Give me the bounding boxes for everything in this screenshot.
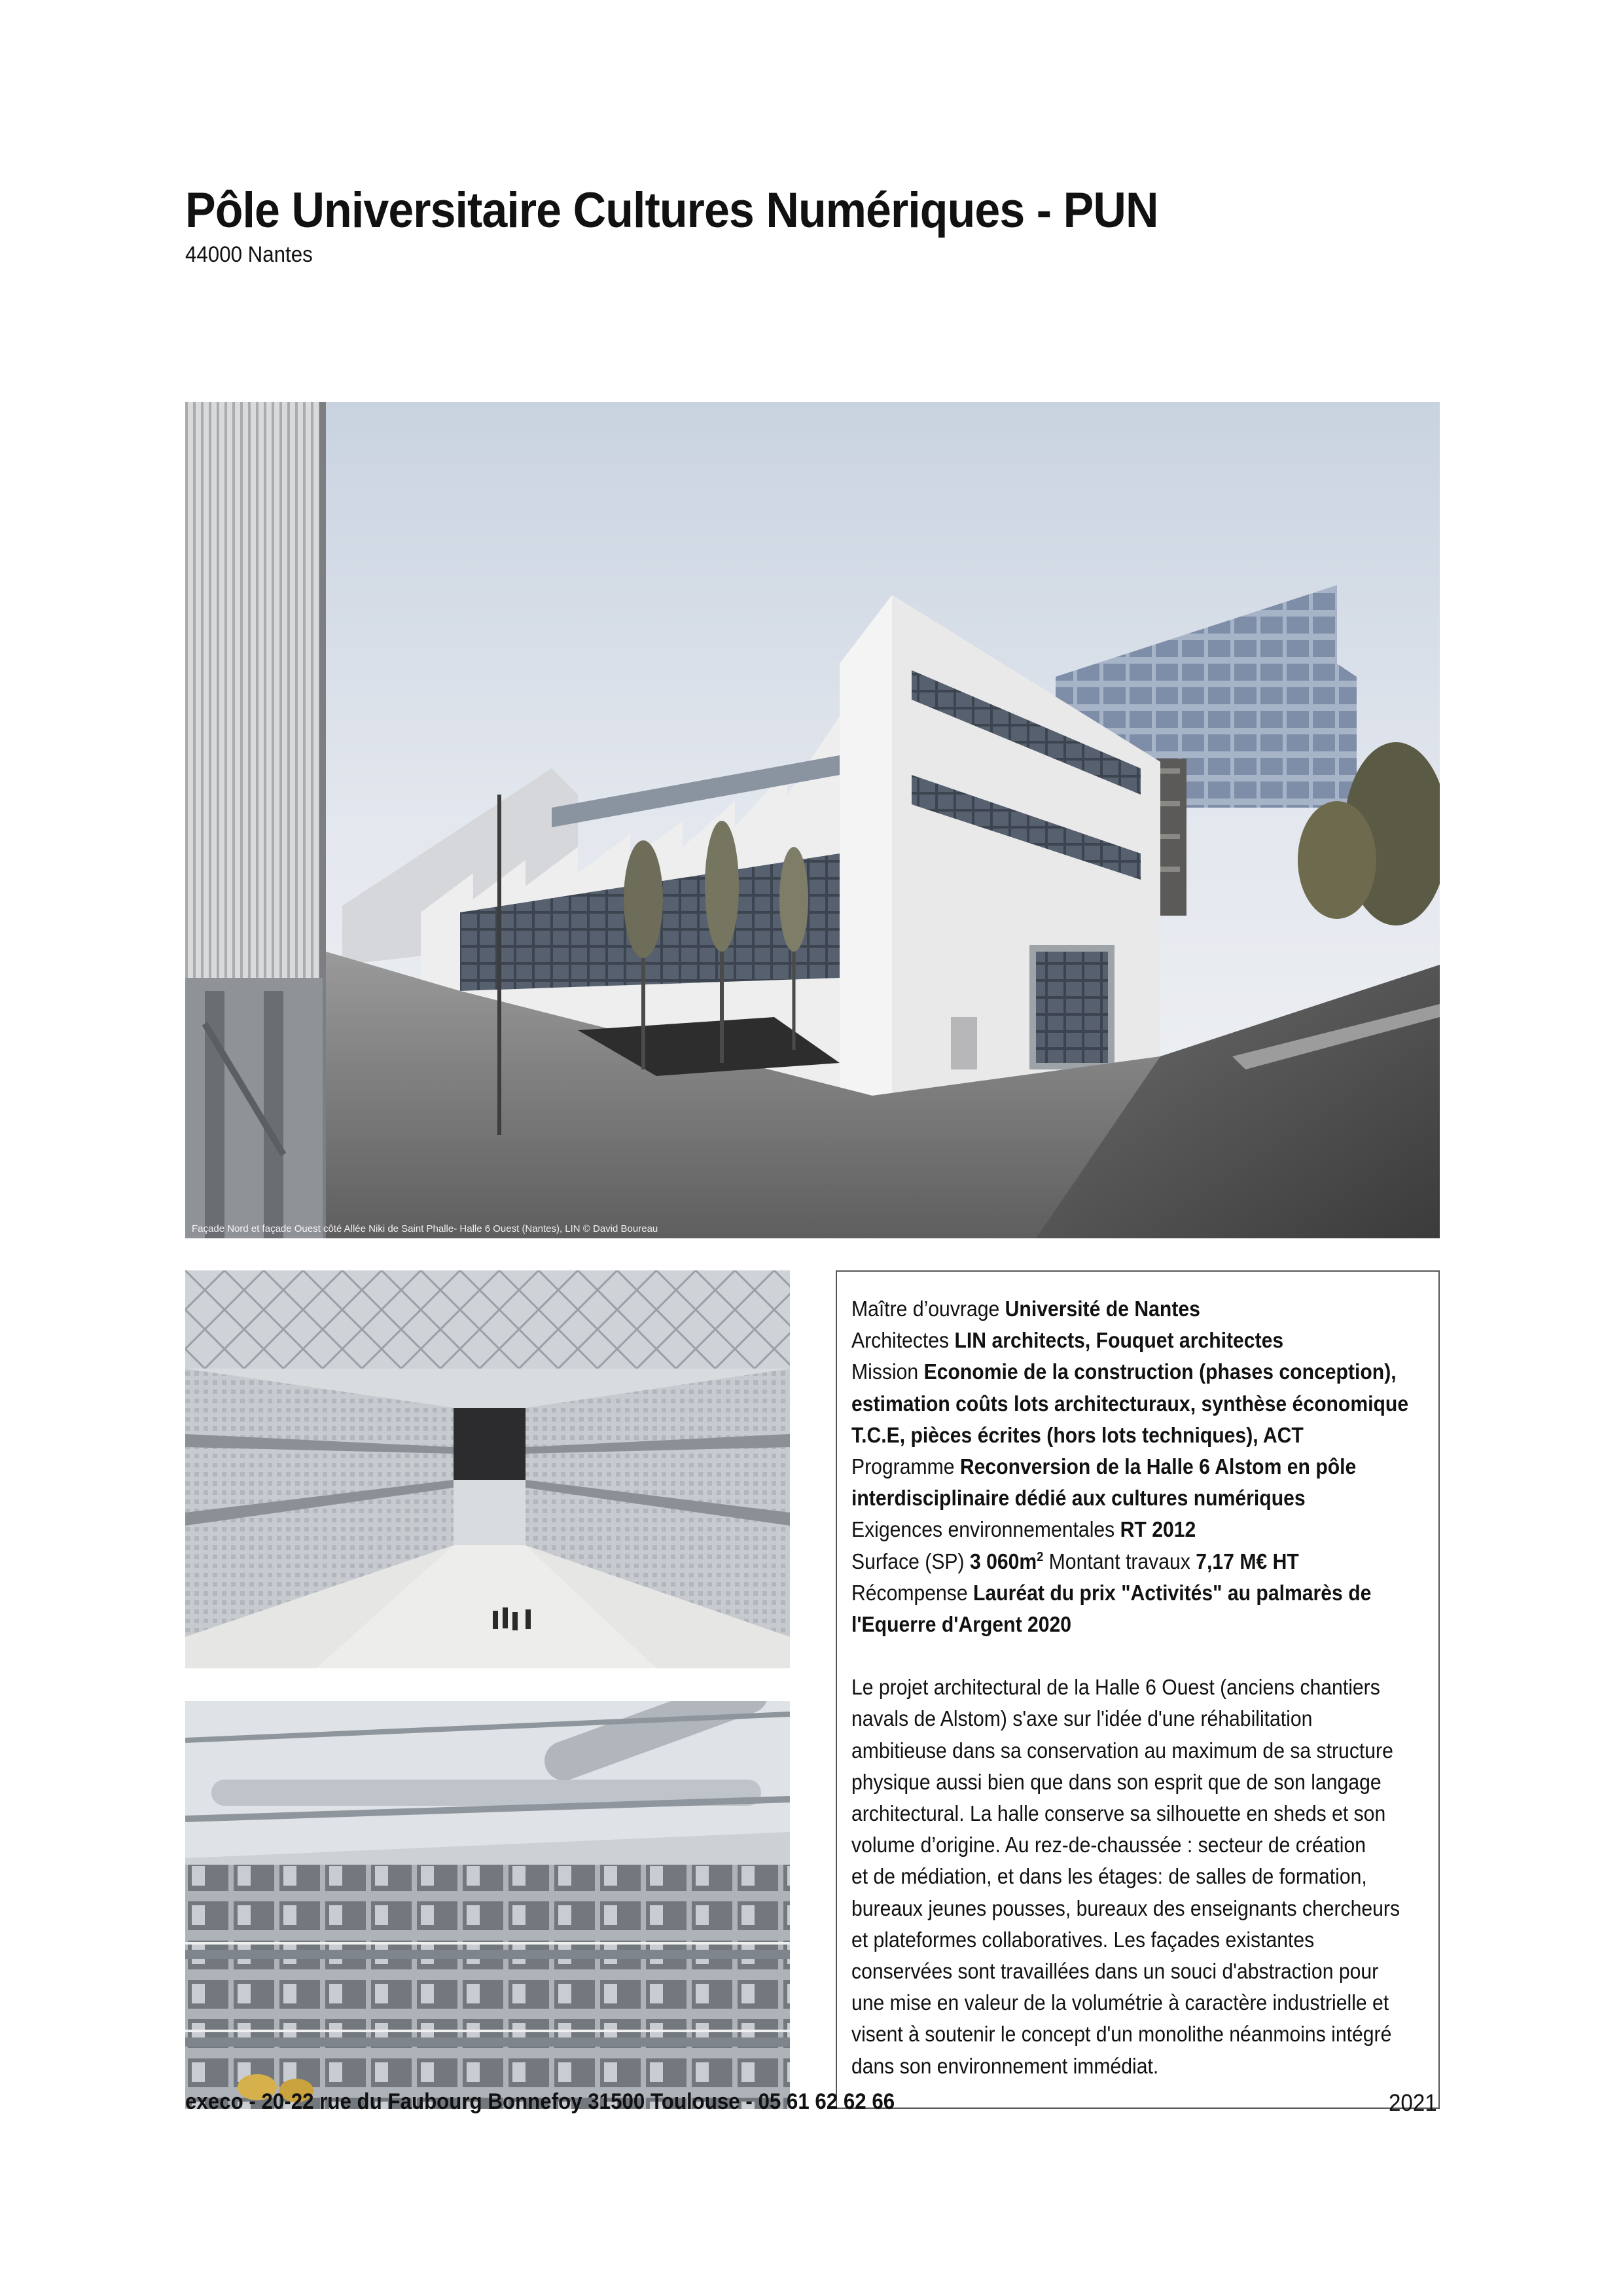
description-line: dans son environnement immédiat. [851, 2054, 1159, 2079]
budget-value: 7,17 M€ HT [1196, 1549, 1299, 1574]
award-label: Récompense [851, 1581, 968, 1605]
description-line: volume d’origine. Au rez-de-chaussée : secteur de création [851, 1833, 1366, 1858]
description-line: physique aussi bien que dans son esprit que de son langage [851, 1770, 1382, 1795]
environment-label: Exigences environnementales [851, 1518, 1115, 1543]
footer-year: 2021 [1389, 2089, 1437, 2116]
interior-offices-photo [185, 1701, 790, 2109]
owner-row [851, 1294, 1417, 1325]
description-line: navals de Alstom) s'axe sur l'idée d'une réhabilitation [851, 1707, 1313, 1732]
surface-unit-exponent: 2 [1037, 1549, 1044, 1564]
surface-value [970, 1550, 1043, 1574]
program-value-line-2: interdisciplinaire dédié aux cultures numériques [851, 1486, 1306, 1511]
surface-budget-row [851, 1547, 1417, 1578]
program-value-line-1: Reconversion de la Halle 6 Alstom en pôle [959, 1455, 1357, 1480]
budget-label: Montant travaux [1048, 1549, 1190, 1574]
company-address: - 20-22 rue du Faubourg Bonnefoy 31500 Toulouse - 05 61 62 62 66 [243, 2089, 895, 2114]
exterior-building-illustration [185, 402, 1440, 1238]
description-line: ambitieuse dans sa conservation au maximum de sa structure [851, 1738, 1393, 1763]
program-row [851, 1452, 1417, 1483]
project-location: 44000 Nantes [185, 242, 313, 267]
mission-value-line-2: estimation coûts lots architecturaux, synthèse économique [851, 1391, 1409, 1416]
description-line: une mise en valeur de la volumétrie à caractère industrielle et [851, 1991, 1389, 2016]
environment-value: RT 2012 [1120, 1518, 1196, 1543]
project-description [851, 1672, 1417, 2083]
surface-label: Surface (SP) [851, 1549, 965, 1574]
mission-row-cont-1 [851, 1389, 1417, 1420]
owner-label: Maître d’ouvrage [851, 1297, 1000, 1321]
description-line: bureaux jeunes pousses, bureaux des enseignants chercheurs [851, 1896, 1400, 1921]
environment-row [851, 1515, 1417, 1546]
mission-row [851, 1357, 1417, 1388]
mission-row-cont-2 [851, 1420, 1417, 1452]
surface-number: 3 060m [969, 1549, 1037, 1574]
award-row [851, 1578, 1417, 1609]
description-line: visent à soutenir le concept d'un monolithe néanmoins intégré [851, 2022, 1392, 2047]
main-exterior-photo [185, 402, 1440, 1238]
owner-value: Université de Nantes [1005, 1297, 1200, 1321]
description-line: et plateformes collaboratives. Les façades existantes [851, 1928, 1315, 1952]
award-value-line-2: l'Equerre d'Argent 2020 [851, 1613, 1072, 1638]
main-photo-caption: Façade Nord et façade Ouest côté Allée Niki de Saint Phalle- Halle 6 Ouest (Nantes), LIN © David Boureau [192, 1223, 658, 1234]
description-line: conservées sont travaillées dans un souci d'abstraction pour [851, 1960, 1379, 1984]
description-line: et de médiation, et dans les étages: de salles de formation, [851, 1865, 1367, 1890]
architects-value: LIN architects, Fouquet architectes [954, 1329, 1284, 1354]
architects-row [851, 1325, 1417, 1357]
architects-label: Architectes [851, 1329, 950, 1354]
program-row-cont [851, 1483, 1417, 1515]
interior-hall-illustration [185, 1270, 790, 1668]
mission-label: Mission [851, 1360, 919, 1385]
award-value-line-1: Lauréat du prix "Activités" au palmarès de [973, 1581, 1372, 1605]
footer-contact [185, 2089, 895, 2115]
award-row-cont [851, 1609, 1417, 1641]
project-info-box [836, 1270, 1440, 2109]
interior-hall-photo [185, 1270, 790, 1668]
interior-offices-illustration [185, 1701, 790, 2109]
mission-value-line-3: T.C.E, pièces écrites (hors lots techniques), ACT [851, 1423, 1304, 1448]
company-name: execo [185, 2089, 243, 2114]
mission-value-line-1: Economie de la construction (phases conception), [923, 1360, 1397, 1385]
project-details [851, 1294, 1417, 1641]
description-line: Le projet architectural de la Halle 6 Ouest (anciens chantiers [851, 1676, 1380, 1700]
page-title: Pôle Universitaire Cultures Numériques - PUN [185, 183, 1158, 238]
program-label: Programme [851, 1455, 955, 1480]
description-line: architectural. La halle conserve sa silhouette en sheds et son [851, 1802, 1386, 1827]
